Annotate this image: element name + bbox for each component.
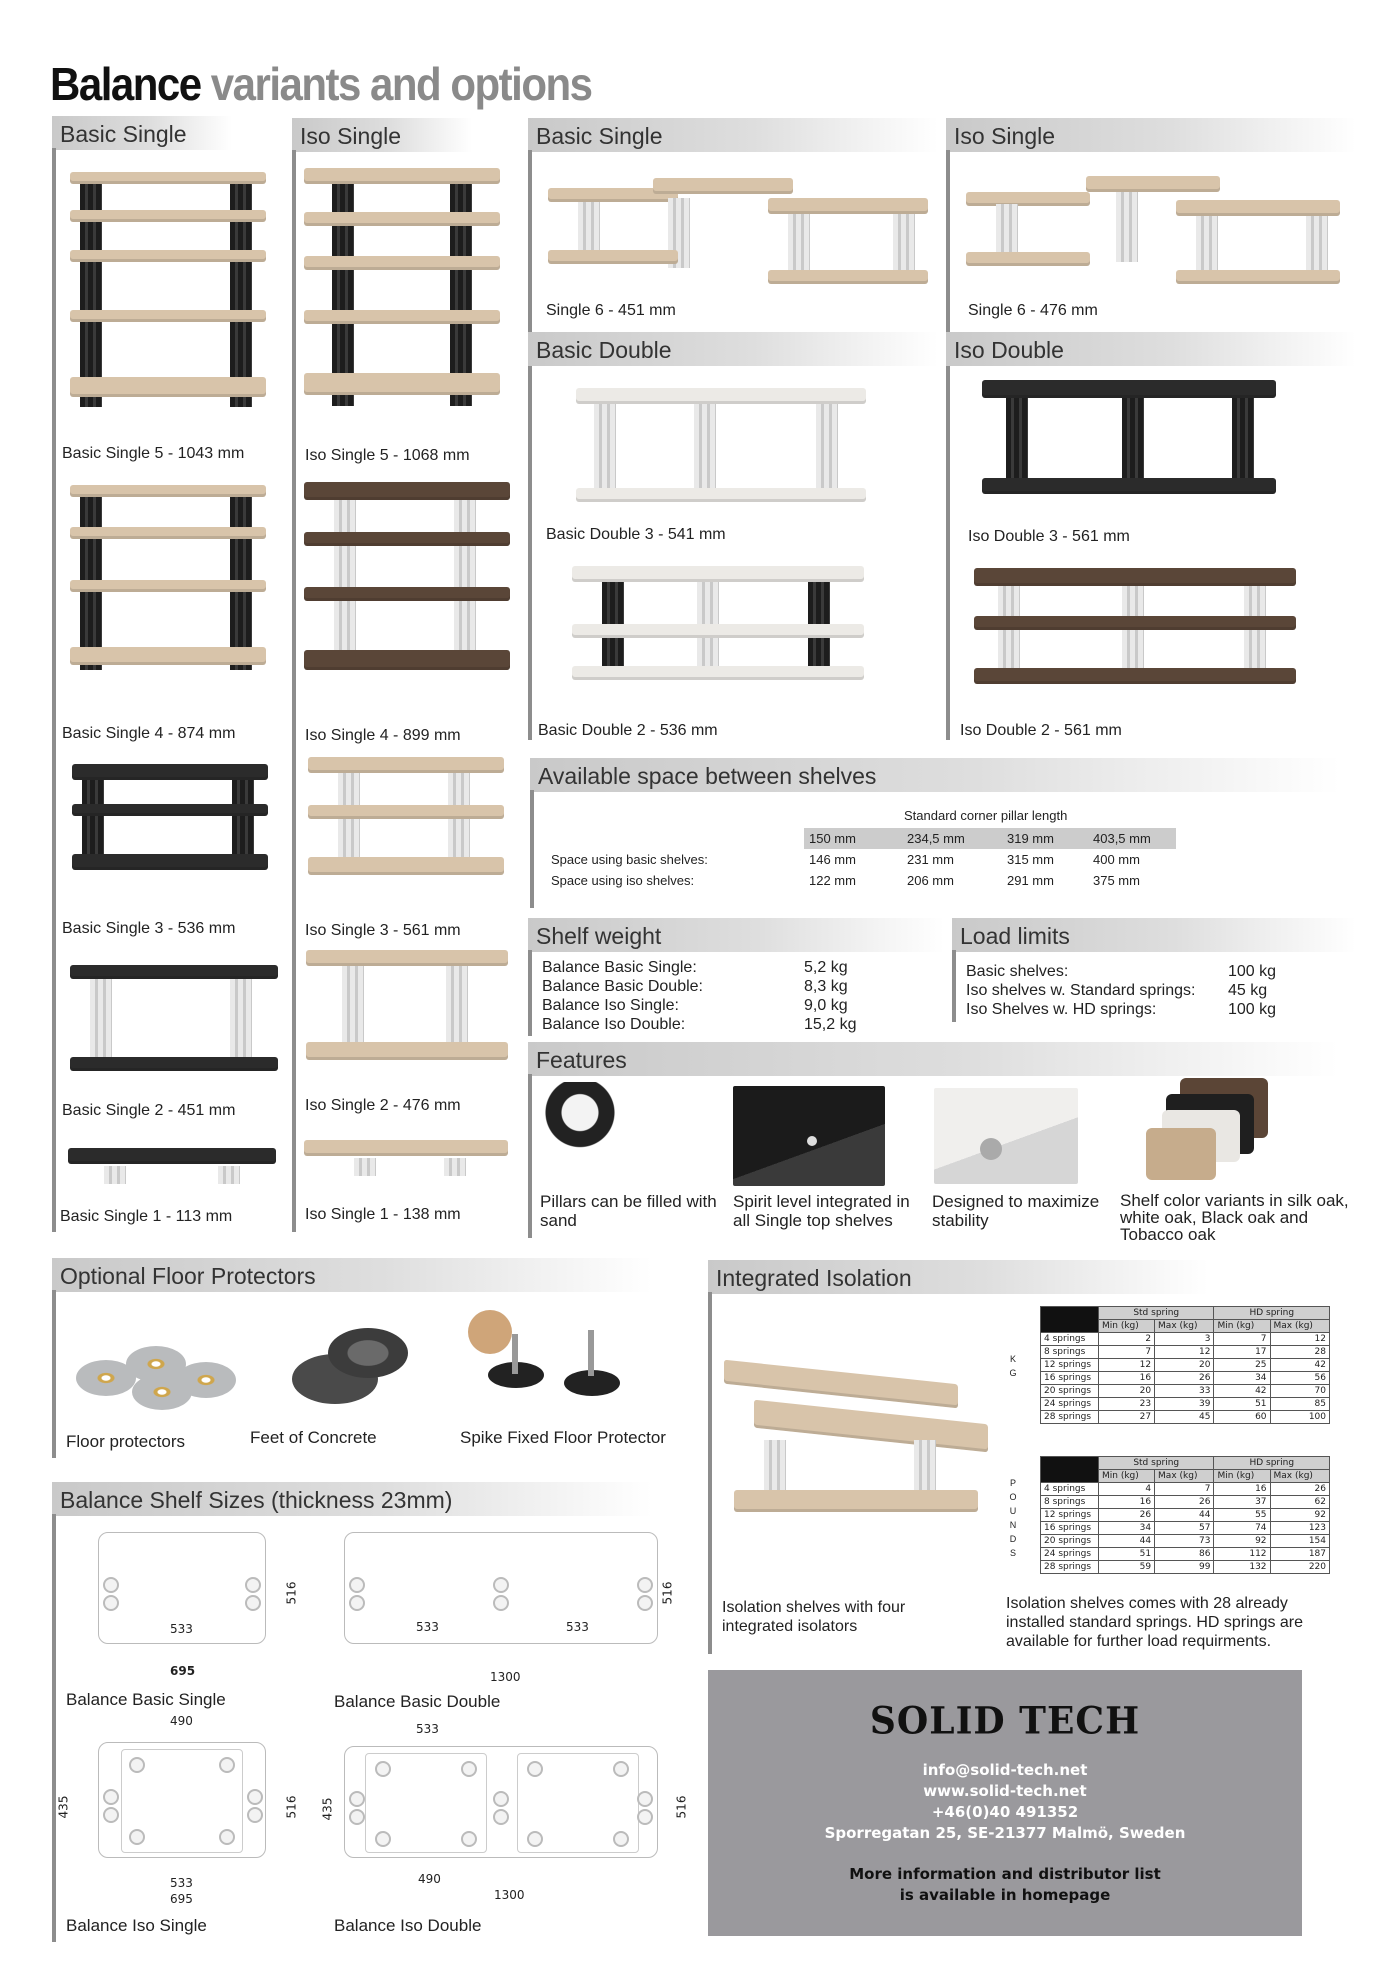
basic-single-diagram-label: Balance Basic Single <box>66 1690 226 1709</box>
iso-single-3-image <box>308 757 504 879</box>
table-row: 8 springs 16 26 37 62 <box>1041 1496 1330 1509</box>
divider <box>52 1514 56 1942</box>
basic-double-diagram-label: Balance Basic Double <box>334 1692 501 1711</box>
iso-double-diagram-label: Balance Iso Double <box>334 1916 482 1935</box>
caption-iso-single-2: Iso Single 2 - 476 mm <box>305 1097 461 1114</box>
divider <box>946 150 950 740</box>
header-available-space: Available space between shelves <box>530 758 1340 792</box>
color-swatch-silk <box>1146 1128 1216 1180</box>
iso-double-3-image <box>982 380 1276 508</box>
table-row: 24 springs 51 86 112 187 <box>1041 1548 1330 1561</box>
table-row: Space using iso shelves: 122 mm 206 mm 291 mm 375 mm <box>551 873 1140 888</box>
caption-iso-double-2: Iso Double 2 - 561 mm <box>960 722 1122 739</box>
load-limits-list: Basic shelves: 100 kg Iso shelves w. Standard springs: 45 kg Iso Shelves w. HD springs: 100 kg <box>966 963 1277 1018</box>
basic-single-1-image <box>68 1148 276 1190</box>
table-row: 20 springs 44 73 92 154 <box>1041 1535 1330 1548</box>
table-row: 28 springs 59 99 132 220 <box>1041 1561 1330 1574</box>
header-iso-single-column: Iso Single <box>292 118 472 152</box>
feet-of-concrete-image <box>292 1318 412 1410</box>
iso-single-6-image <box>966 176 1340 288</box>
divider <box>952 950 956 1022</box>
feature-colors: Shelf color variants in silk oak, white oak, Black oak and Tobacco oak <box>1120 1191 1349 1244</box>
pounds-axis-label: P O U N D S <box>1009 1478 1017 1558</box>
caption-basic-single-1: Basic Single 1 - 113 mm <box>60 1208 233 1225</box>
caption-basic-single-6: Single 6 - 451 mm <box>546 302 676 319</box>
header-integrated-isolation: Integrated Isolation <box>708 1260 1208 1294</box>
header-load-limits: Load limits <box>952 918 1356 952</box>
header-features: Features <box>528 1042 1338 1076</box>
divider <box>528 150 532 740</box>
space-header: 150 mm <box>804 828 902 849</box>
caption-basic-single-5: Basic Single 5 - 1043 mm <box>62 445 245 462</box>
table-row: 16 springs 16 26 34 56 <box>1041 1372 1330 1385</box>
feature-stability: Designed to maximize stability <box>932 1192 1100 1230</box>
table-row: 20 springs 20 33 42 70 <box>1041 1385 1330 1398</box>
caption-basic-double-2: Basic Double 2 - 536 mm <box>538 722 718 739</box>
shelf-weight-list: Balance Basic Single: 5,2 kg Balance Basic Double: 8,3 kg Balance Iso Single: 9,0 kg Balance Iso Double: 15,2 kg <box>542 959 857 1033</box>
basic-single-5-image <box>70 172 266 412</box>
caption-basic-single-2: Basic Single 2 - 451 mm <box>62 1102 236 1119</box>
header-floor-protectors: Optional Floor Protectors <box>52 1258 652 1292</box>
spring-table-pounds: Std spring HD spring Min (kg) Max (kg) Min (kg) Max (kg) 4 springs 4 7 16 26 8 springs 16 26 37 62 12 springs 26 44 55 92 16 springs 34 57 74 123 20 springs 44 73 92 154 24 springs 51 86 112 187 28 springs 59 99 132 220 <box>1040 1456 1330 1574</box>
header-iso-single-top: Iso Single <box>946 118 1356 152</box>
caption-iso-single-3: Iso Single 3 - 561 mm <box>305 922 461 939</box>
brand-phone: +46(0)40 491352 <box>931 1803 1079 1821</box>
divider <box>52 148 56 1232</box>
header-basic-double: Basic Double <box>528 332 938 366</box>
brand-address: Sporregatan 25, SE-21377 Malmö, Sweden <box>824 1824 1186 1842</box>
divider <box>708 1292 712 1654</box>
iso-single-4-image <box>304 482 510 678</box>
caption-iso-single-6: Single 6 - 476 mm <box>968 302 1098 319</box>
table-row: 4 springs 2 3 7 12 <box>1041 1333 1330 1346</box>
divider <box>52 1290 56 1458</box>
brand-logo: SOLID TECH <box>869 1698 1141 1744</box>
iso-double-2-image <box>974 568 1296 690</box>
basic-double-diagram <box>344 1532 658 1644</box>
feature-pillars: Pillars can be filled with sand <box>540 1192 717 1230</box>
caption-basic-single-3: Basic Single 3 - 536 mm <box>62 920 236 937</box>
divider <box>528 1074 532 1238</box>
divider <box>292 150 296 1232</box>
brand-website[interactable]: www.solid-tech.net <box>923 1782 1087 1800</box>
floor-protectors-image <box>76 1338 242 1410</box>
divider <box>530 790 534 908</box>
basic-double-2-image <box>572 566 864 688</box>
header-shelf-weight: Shelf weight <box>528 918 944 952</box>
table-row: Space using basic shelves: 146 mm 231 mm 315 mm 400 mm <box>551 852 1140 867</box>
iso-single-5-image <box>304 168 500 413</box>
table-row: 4 springs 4 7 16 26 <box>1041 1483 1330 1496</box>
basic-single-4-image <box>70 485 266 675</box>
spring-table-kg: Std spring HD spring Min (kg) Max (kg) Min (kg) Max (kg) 4 springs 2 3 7 12 8 springs 7 12 17 28 12 springs 12 20 25 42 16 springs 16 26 34 56 20 springs 20 33 42 70 24 springs 23 39 51 85 28 springs 27 45 60 100 <box>1040 1306 1330 1424</box>
caption-iso-single-1: Iso Single 1 - 138 mm <box>305 1206 461 1223</box>
basic-single-2-image <box>70 965 278 1075</box>
spike-protector-label: Spike Fixed Floor Protector <box>460 1428 666 1447</box>
isolation-caption: Isolation shelves with four integrated isolators <box>722 1599 906 1635</box>
isolation-shelf-image <box>724 1372 988 1524</box>
table-row: 16 springs 34 57 74 123 <box>1041 1522 1330 1535</box>
iso-double-diagram <box>344 1746 658 1858</box>
iso-single-2-image <box>306 950 508 1062</box>
header-iso-double: Iso Double <box>946 332 1356 366</box>
table-row: 8 springs 7 12 17 28 <box>1041 1346 1330 1359</box>
caption-iso-single-4: Iso Single 4 - 899 mm <box>305 727 461 744</box>
brand-email[interactable]: info@solid-tech.net <box>922 1761 1088 1779</box>
header-basic-single-column: Basic Single <box>52 116 232 150</box>
space-header: 403,5 mm <box>1088 828 1176 849</box>
space-table-caption: Standard corner pillar length <box>904 808 1068 823</box>
table-row: 24 springs 23 39 51 85 <box>1041 1398 1330 1411</box>
caption-iso-single-5: Iso Single 5 - 1068 mm <box>305 447 470 464</box>
space-header: 234,5 mm <box>902 828 1002 849</box>
spirit-level-image <box>733 1086 885 1186</box>
iso-single-diagram-label: Balance Iso Single <box>66 1916 207 1935</box>
spike-protector-image <box>468 1310 632 1408</box>
table-row: 12 springs 12 20 25 42 <box>1041 1359 1330 1372</box>
pillar-sand-image <box>540 1082 620 1184</box>
iso-single-diagram <box>98 1742 266 1858</box>
brand-contact-panel <box>708 1670 1302 1936</box>
basic-single-3-image <box>72 764 268 874</box>
brand-more-info: More information and distributor list <box>849 1865 1161 1883</box>
space-header: 319 mm <box>1002 828 1088 849</box>
basic-double-3-image <box>576 388 866 510</box>
table-row: 12 springs 26 44 55 92 <box>1041 1509 1330 1522</box>
brand-more-info-2: is available in homepage <box>899 1886 1111 1904</box>
space-table <box>546 828 1176 891</box>
stability-image <box>934 1088 1078 1184</box>
isolation-text: Isolation shelves comes with 28 already installed standard springs. HD springs are available for further load requirments. <box>1006 1595 1304 1650</box>
table-row: 28 springs 27 45 60 100 <box>1041 1411 1330 1424</box>
basic-single-6-image <box>548 178 928 288</box>
caption-basic-single-4: Basic Single 4 - 874 mm <box>62 725 236 742</box>
header-basic-single-top: Basic Single <box>528 118 938 152</box>
feature-spirit-level: Spirit level integrated in all Single top shelves <box>733 1192 910 1230</box>
kg-axis-label: K G <box>1009 1354 1017 1378</box>
iso-single-1-image <box>304 1132 508 1182</box>
caption-iso-double-3: Iso Double 3 - 561 mm <box>968 528 1130 545</box>
feet-of-concrete-label: Feet of Concrete <box>250 1428 377 1447</box>
divider <box>528 950 532 1036</box>
page-title: Balance variants and options <box>50 58 592 110</box>
floor-protectors-label: Floor protectors <box>66 1432 186 1451</box>
header-shelf-sizes: Balance Shelf Sizes (thickness 23mm) <box>52 1482 652 1516</box>
caption-basic-double-3: Basic Double 3 - 541 mm <box>546 526 726 543</box>
